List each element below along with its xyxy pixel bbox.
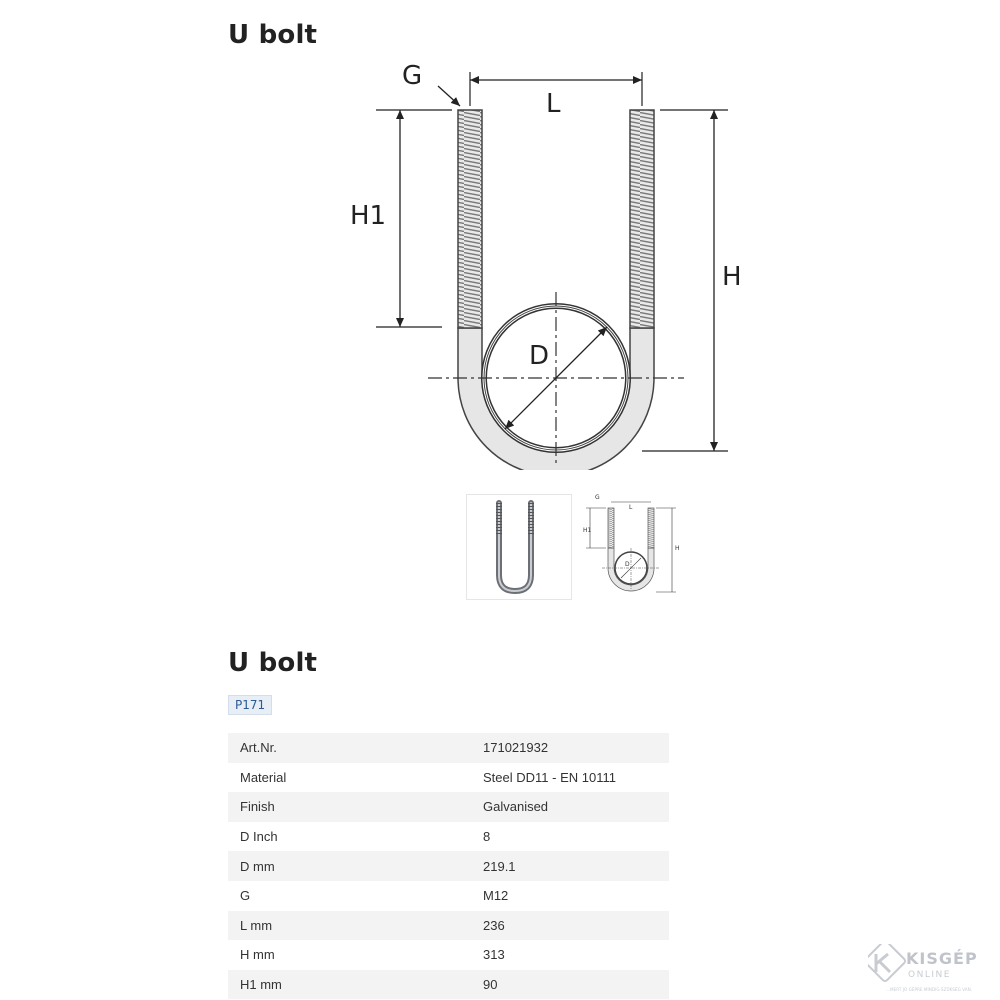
spec-label: D Inch — [240, 829, 278, 845]
label-d: D — [529, 341, 550, 371]
table-row — [228, 881, 669, 911]
table-row — [228, 733, 669, 763]
svg-text:L: L — [629, 504, 633, 511]
spec-value: Steel DD11 - EN 10111 — [483, 769, 616, 785]
spec-value: 313 — [483, 947, 505, 963]
dimension-g-leader — [438, 86, 460, 106]
spec-table — [228, 733, 669, 999]
svg-text:...MERT JÓ GÉPRE MINDIG SZÜKSÉ: ...MERT JÓ GÉPRE MINDIG SZÜKSÉG VAN. — [886, 987, 973, 992]
svg-text:D: D — [625, 561, 630, 568]
table-row — [228, 822, 669, 852]
spec-label: Material — [240, 769, 287, 785]
table-row — [228, 970, 669, 1000]
u-bolt-technical-drawing — [0, 0, 1000, 470]
section-title: U bolt — [228, 648, 318, 678]
label-h: H — [722, 262, 742, 292]
thumbnail-drawing[interactable] — [576, 490, 682, 598]
threaded-leg-right — [630, 110, 654, 328]
spec-value: 171021932 — [471, 733, 669, 763]
spec-label: G — [240, 888, 251, 904]
page-title: U bolt — [228, 20, 318, 50]
table-row — [228, 763, 669, 793]
spec-value: Galvanised — [471, 792, 669, 822]
thumbnail-photo[interactable] — [466, 494, 572, 600]
spec-label: H mm — [240, 947, 275, 963]
spec-value: 219.1 — [471, 851, 669, 881]
svg-text:H1: H1 — [583, 527, 592, 534]
spec-label: H1 mm — [228, 970, 471, 1000]
svg-text:KISGÉP: KISGÉP — [906, 949, 978, 968]
spec-value: 8 — [483, 829, 491, 845]
table-row — [228, 940, 669, 970]
spec-label: D mm — [228, 851, 471, 881]
table-row — [228, 911, 669, 941]
label-h1: H1 — [350, 201, 387, 231]
svg-text:H: H — [675, 545, 680, 552]
spec-value: M12 — [483, 888, 509, 904]
threaded-leg-left — [458, 110, 482, 328]
label-l: L — [546, 89, 561, 119]
table-row — [228, 851, 669, 881]
spec-label: Art.Nr. — [228, 733, 471, 763]
svg-text:G: G — [595, 494, 600, 501]
product-code-badge[interactable]: P171 — [228, 695, 272, 715]
spec-value: 90 — [471, 970, 669, 1000]
table-row — [228, 792, 669, 822]
spec-value: 236 — [471, 911, 669, 941]
spec-label: Finish — [228, 792, 471, 822]
spec-label: L mm — [228, 911, 471, 941]
kisgep-logo — [868, 944, 988, 994]
svg-text:ONLINE: ONLINE — [908, 970, 951, 980]
label-g: G — [402, 61, 423, 91]
